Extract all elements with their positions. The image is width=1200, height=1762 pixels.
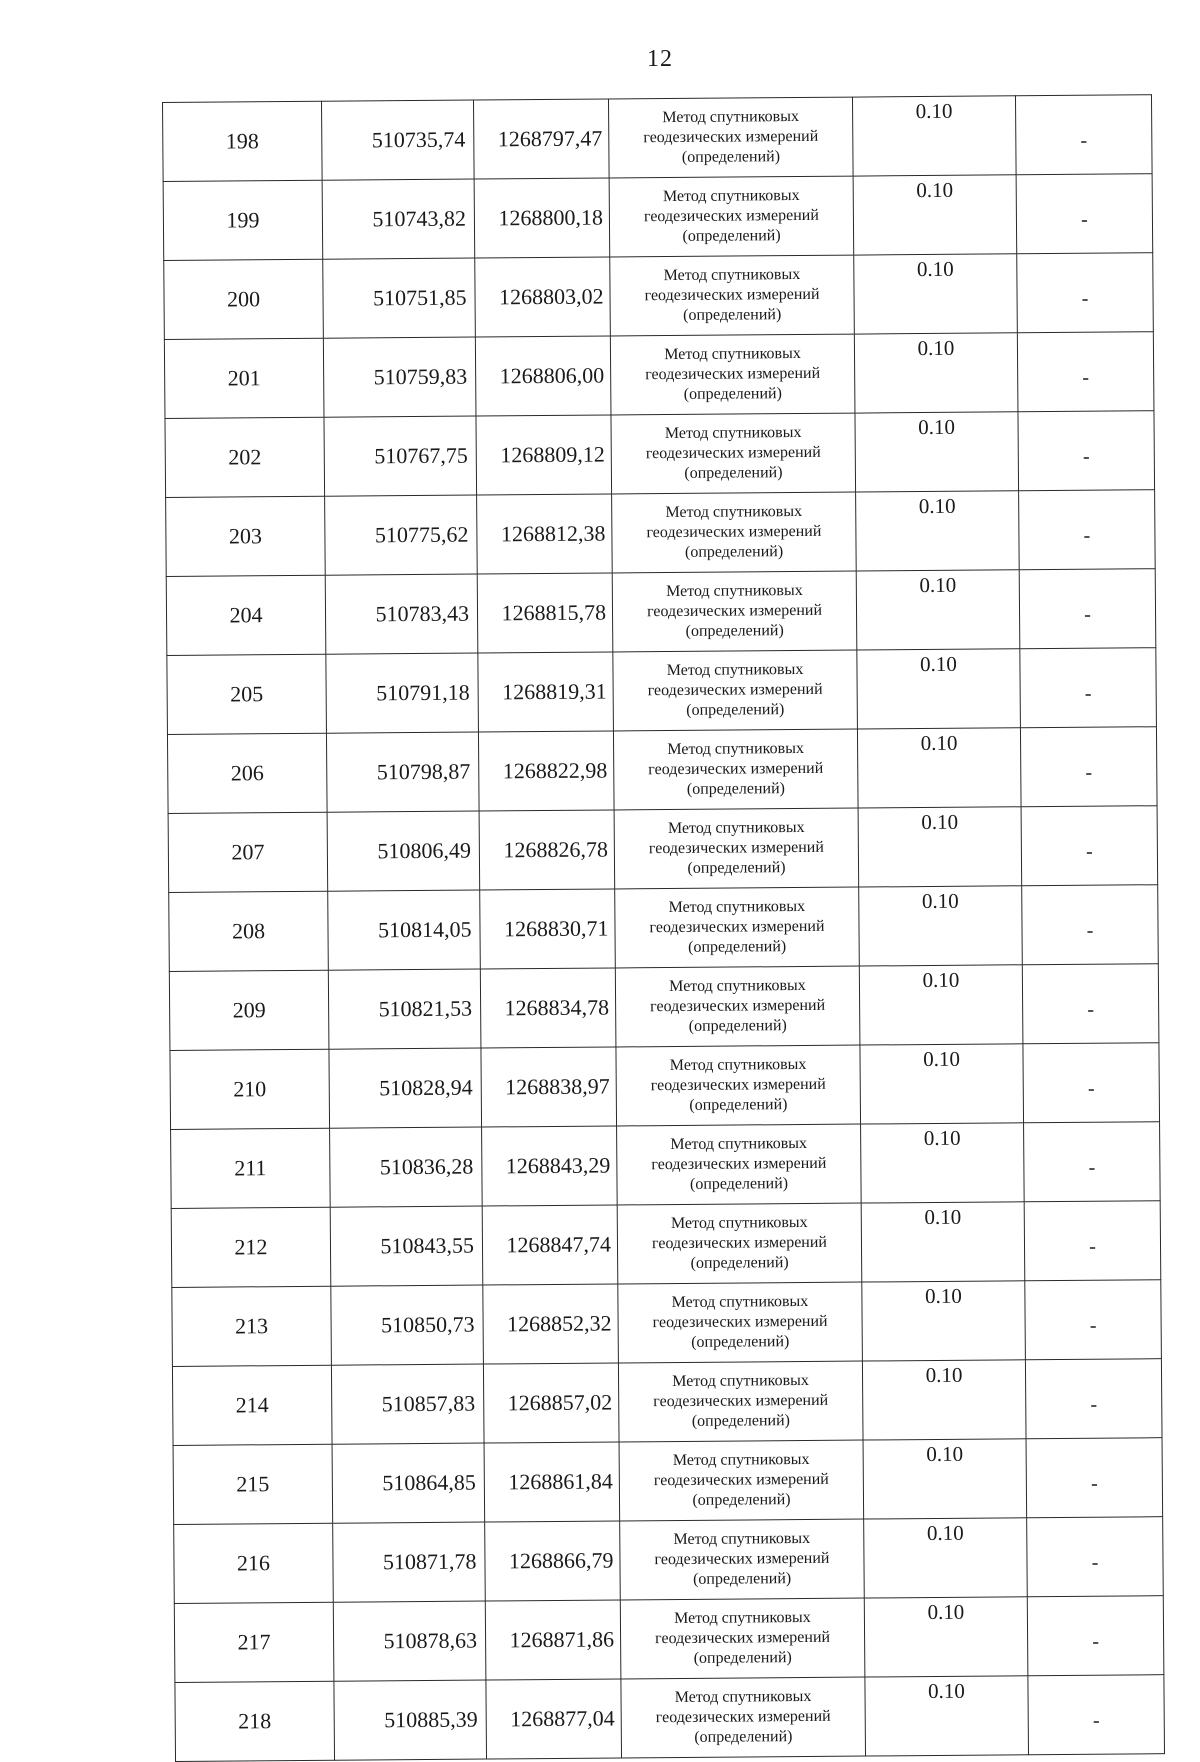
coordinates-table [162,94,1165,1762]
note-cell: - [1027,1517,1164,1597]
precision-cell: 0.10 [853,175,1017,255]
note-cell: - [1020,727,1157,807]
table-row [163,174,1153,261]
method-line: Метод спутниковых [664,423,802,443]
method-line: (определений) [692,1570,792,1588]
method-cell [619,1440,864,1521]
x-coordinate-cell: 510806,49 [327,811,480,891]
y-coordinate-cell: 1268812,38 [477,494,613,574]
precision-cell: 0.10 [858,807,1022,887]
note-cell: - [1022,964,1159,1044]
method-line: (определений) [687,859,786,877]
method-line: (определений) [688,938,787,956]
method-line: геодезических измерений [645,364,821,384]
method-line: геодезических измерений [646,601,823,621]
x-coordinate-cell: 510775,62 [325,495,478,575]
y-coordinate-cell: 1268877,04 [486,1679,622,1759]
y-coordinate-cell: 1268803,02 [475,257,611,337]
table-row [174,1517,1164,1604]
note-cell: - [1022,885,1159,965]
method-cell [615,887,860,968]
method-cell [614,808,859,889]
note-cell: - [1021,806,1158,886]
x-coordinate-cell: 510743,82 [322,179,475,259]
method-line: (определений) [693,1649,792,1667]
x-coordinate-cell: 510836,28 [330,1127,483,1207]
method-line: геодезических измерений [651,1154,827,1174]
x-coordinate-cell: 510783,43 [325,574,478,654]
method-line: геодезических измерений [655,1628,831,1648]
point-number-cell: 201 [164,338,324,418]
method-cell [620,1519,865,1600]
table-row [168,806,1158,893]
point-number-cell: 202 [165,417,325,497]
page-number: 12 [647,46,673,72]
note-cell: - [1028,1675,1165,1755]
note-cell: - [1020,648,1157,728]
y-coordinate-cell: 1268861,84 [484,1442,620,1522]
note-cell: - [1023,1043,1160,1123]
table-row [171,1122,1161,1209]
method-cell [613,650,858,731]
method-line: (определений) [686,780,786,798]
precision-cell: 0.10 [865,1676,1029,1756]
method-cell [610,334,855,415]
method-cell [616,1045,861,1126]
table-row [167,727,1157,814]
x-coordinate-cell: 510798,87 [326,732,479,812]
method-line: геодезических измерений [649,917,825,937]
note-cell: - [1017,332,1154,412]
method-line: Метод спутниковых [662,107,800,127]
x-coordinate-cell: 510767,75 [324,416,477,496]
precision-cell: 0.10 [864,1597,1028,1677]
method-line: (определений) [683,306,782,324]
y-coordinate-cell: 1268830,71 [480,889,616,969]
method-line: геодезических измерений [645,443,821,463]
method-cell [608,97,853,178]
method-cell [610,255,855,336]
note-cell: - [1027,1596,1164,1676]
method-line: (определений) [681,148,781,166]
point-number-cell: 203 [166,496,326,576]
y-coordinate-cell: 1268866,79 [485,1521,621,1601]
table-row [165,411,1155,498]
note-cell: - [1017,253,1154,333]
method-line: Метод спутниковых [667,818,805,838]
method-cell [620,1598,865,1679]
y-coordinate-cell: 1268815,78 [477,573,613,653]
y-coordinate-cell: 1268800,18 [474,178,610,258]
method-line: (определений) [686,701,785,719]
x-coordinate-cell: 510878,63 [333,1601,486,1681]
point-number-cell: 207 [168,812,328,892]
method-line: геодезических измерений [652,1312,828,1332]
note-cell: - [1019,569,1156,649]
y-coordinate-cell: 1268857,02 [483,1363,619,1443]
method-line: геодезических измерений [648,838,824,858]
table-row [164,332,1154,419]
x-coordinate-cell: 510885,39 [334,1680,487,1760]
table-row [169,964,1159,1051]
method-line: Метод спутниковых [664,344,801,364]
method-line: геодезических измерений [653,1470,829,1490]
table-row [166,490,1156,577]
table-row [175,1675,1165,1762]
coordinates-table-body [163,95,1165,1762]
note-cell: - [1016,174,1153,254]
point-number-cell: 218 [175,1681,335,1761]
method-line: Метод спутниковых [670,1134,808,1154]
method-line: (определений) [689,1175,789,1193]
method-line: геодезических измерений [646,522,822,542]
method-line: (определений) [690,1254,789,1272]
point-number-cell: 208 [169,891,329,971]
point-number-cell: 206 [167,733,327,813]
point-number-cell: 214 [172,1365,332,1445]
method-cell [617,1124,862,1205]
method-line: Метод спутниковых [670,1213,808,1233]
method-line: Метод спутниковых [672,1450,810,1470]
method-cell [618,1361,863,1442]
point-number-cell: 205 [167,654,327,734]
method-line: Метод спутниковых [669,976,806,996]
method-cell [612,571,857,652]
note-cell: - [1026,1438,1163,1518]
point-number-cell: 209 [169,970,329,1050]
method-line: геодезических измерений [655,1707,831,1727]
note-cell: - [1024,1122,1161,1202]
precision-cell: 0.10 [856,570,1020,650]
y-coordinate-cell: 1268834,78 [480,968,616,1048]
note-cell: - [1025,1359,1162,1439]
method-line: (определений) [688,1017,787,1035]
method-line: Метод спутниковых [667,739,804,759]
x-coordinate-cell: 510857,83 [331,1364,484,1444]
table-row [172,1359,1162,1446]
method-cell [618,1282,863,1363]
y-coordinate-cell: 1268843,29 [482,1126,618,1206]
y-coordinate-cell: 1268826,78 [479,810,615,890]
y-coordinate-cell: 1268806,00 [475,336,611,416]
y-coordinate-cell: 1268809,12 [476,415,612,495]
note-cell: - [1018,411,1155,491]
method-line: Метод спутниковых [673,1529,811,1549]
y-coordinate-cell: 1268838,97 [481,1047,617,1127]
method-line: (определений) [683,385,782,403]
method-line: Метод спутниковых [674,1608,811,1628]
method-line: Метод спутниковых [665,502,803,522]
x-coordinate-cell: 510791,18 [326,653,479,733]
x-coordinate-cell: 510821,53 [328,969,481,1049]
method-line: геодезических измерений [650,1075,826,1095]
precision-cell: 0.10 [855,412,1019,492]
table-row [170,1043,1160,1130]
y-coordinate-cell: 1268797,47 [473,99,609,179]
method-line: (определений) [684,543,784,561]
table-row [172,1280,1162,1367]
method-line: геодезических измерений [644,285,820,305]
method-line: (определений) [685,622,784,640]
x-coordinate-cell: 510850,73 [331,1285,484,1365]
method-line: геодезических измерений [654,1549,830,1569]
precision-cell: 0.10 [860,1044,1024,1124]
method-line: геодезических измерений [653,1391,829,1411]
point-number-cell: 212 [171,1207,331,1287]
note-cell: - [1024,1201,1161,1281]
y-coordinate-cell: 1268871,86 [485,1600,621,1680]
precision-cell: 0.10 [861,1202,1025,1282]
table-row [171,1201,1161,1288]
precision-cell: 0.10 [859,965,1023,1045]
precision-cell: 0.10 [856,491,1020,571]
method-cell [609,176,854,257]
point-number-cell: 213 [172,1286,332,1366]
table-row [173,1438,1163,1525]
method-line: (определений) [691,1412,791,1430]
x-coordinate-cell: 510751,85 [323,258,476,338]
precision-cell: 0.10 [859,886,1023,966]
x-coordinate-cell: 510735,74 [321,100,474,180]
method-line: (определений) [682,227,781,245]
method-cell [611,413,856,494]
method-cell [617,1203,862,1284]
method-line: (определений) [689,1096,788,1114]
point-number-cell: 200 [164,259,324,339]
precision-cell: 0.10 [854,333,1018,413]
x-coordinate-cell: 510814,05 [328,890,481,970]
method-cell [613,729,858,810]
method-line: (определений) [692,1491,791,1509]
point-number-cell: 204 [166,575,326,655]
method-line: Метод спутниковых [672,1371,809,1391]
method-line: Метод спутниковых [662,186,800,206]
method-cell [615,966,860,1047]
precision-cell: 0.10 [857,649,1021,729]
table-row [163,95,1153,182]
method-line: (определений) [684,464,783,482]
method-cell [621,1677,866,1758]
precision-cell: 0.10 [854,254,1018,334]
method-line: Метод спутниковых [663,265,801,285]
method-line: (определений) [691,1333,790,1351]
y-coordinate-cell: 1268852,32 [483,1284,619,1364]
note-cell: - [1015,95,1152,175]
table-row [169,885,1159,972]
point-number-cell: 211 [171,1128,331,1208]
x-coordinate-cell: 510871,78 [333,1522,486,1602]
x-coordinate-cell: 510828,94 [329,1048,482,1128]
x-coordinate-cell: 510843,55 [330,1206,483,1286]
method-line: геодезических измерений [647,680,823,700]
point-number-cell: 199 [163,180,323,260]
precision-cell: 0.10 [861,1123,1025,1203]
point-number-cell: 198 [163,101,323,181]
y-coordinate-cell: 1268822,98 [478,731,614,811]
method-line: геодезических измерений [648,759,824,779]
method-line: геодезических измерений [650,996,826,1016]
precision-cell: 0.10 [863,1439,1027,1519]
point-number-cell: 216 [174,1523,334,1603]
y-coordinate-cell: 1268847,74 [482,1205,618,1285]
method-line: Метод спутниковых [666,660,804,680]
method-line: геодезических измерений [651,1233,828,1253]
precision-cell: 0.10 [857,728,1021,808]
method-line: Метод спутниковых [669,1055,807,1075]
method-line: Метод спутниковых [665,581,803,601]
precision-cell: 0.10 [864,1518,1028,1598]
method-line: Метод спутниковых [674,1687,812,1707]
method-line: Метод спутниковых [671,1292,809,1312]
point-number-cell: 210 [170,1049,330,1129]
point-number-cell: 215 [173,1444,333,1524]
method-cell [612,492,857,573]
x-coordinate-cell: 510759,83 [323,337,476,417]
precision-cell: 0.10 [862,1360,1026,1440]
table-row [174,1596,1164,1683]
y-coordinate-cell: 1268819,31 [478,652,614,732]
note-cell: - [1025,1280,1162,1360]
method-line: (определений) [694,1728,793,1746]
method-line: геодезических измерений [643,206,819,226]
table-row [167,648,1157,735]
note-cell: - [1019,490,1156,570]
precision-cell: 0.10 [862,1281,1026,1361]
method-line: геодезических измерений [643,127,819,147]
precision-cell: 0.10 [852,96,1016,176]
x-coordinate-cell: 510864,85 [332,1443,485,1523]
method-line: Метод спутниковых [668,897,806,917]
table-row [164,253,1154,340]
table-row [166,569,1156,656]
point-number-cell: 217 [174,1602,334,1682]
